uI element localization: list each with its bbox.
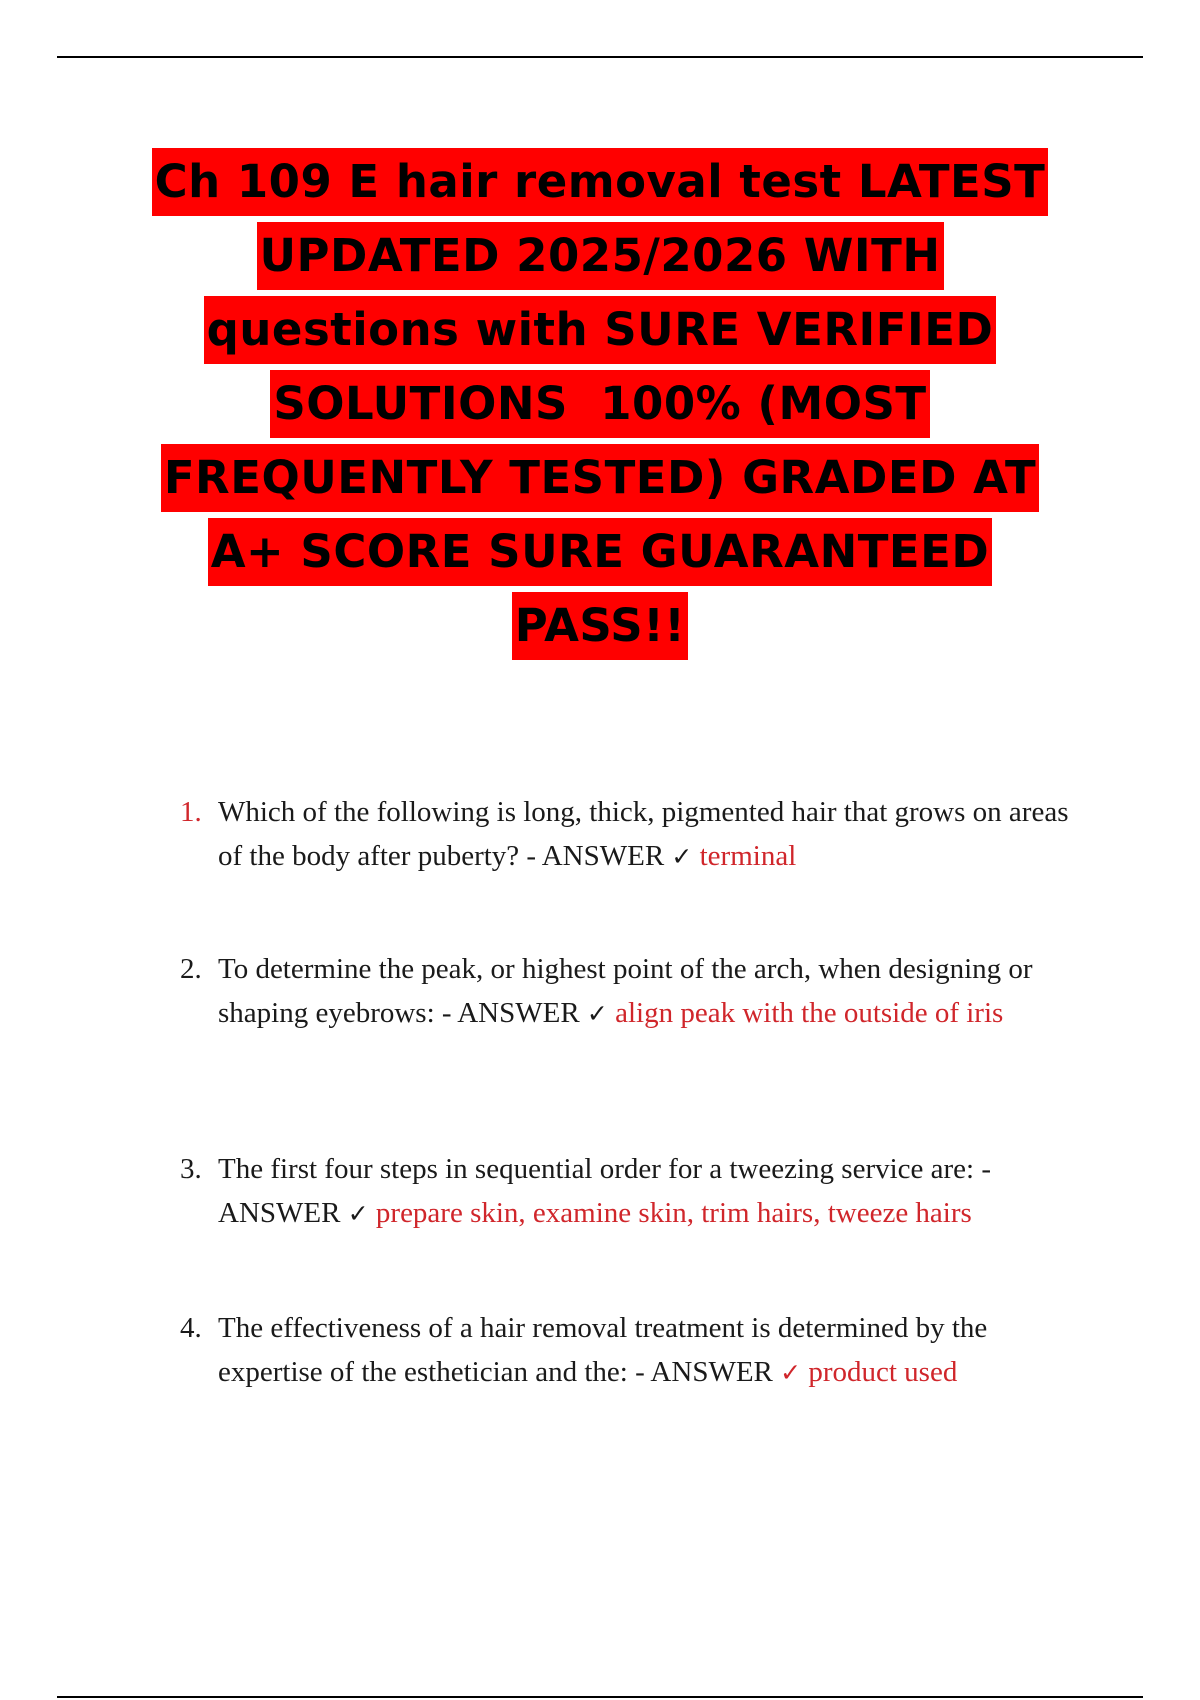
question-number: 1. (180, 796, 202, 828)
question-text: To determine the peak, or highest point of the arch, when designing or shaping eyebrows: (218, 953, 1033, 1029)
top-rule (57, 56, 1143, 58)
answer-text: align peak with the outside of iris (615, 997, 1004, 1029)
question-number: 3. (180, 1153, 202, 1185)
answer-text: product used (808, 1356, 958, 1388)
question-text: The first four steps in sequential order for a tweezing service are: (218, 1153, 975, 1185)
checkmark-icon: ✓ (347, 1199, 369, 1228)
document-title (100, 145, 1100, 663)
question-text: Which of the following is long, thick, pigmented hair that grows on areas of the body after puberty? (218, 796, 1069, 872)
checkmark-icon: ✓ (671, 842, 693, 871)
answer-text: prepare skin, examine skin, trim hairs, tweeze hairs (375, 1197, 972, 1229)
bottom-rule (57, 1696, 1143, 1698)
answer-marker: - ANSWER (635, 1356, 773, 1388)
checkmark-icon: ✓ (780, 1358, 802, 1387)
answer-marker: - ANSWER (218, 1153, 992, 1229)
question-item-1 (180, 790, 1080, 879)
question-item-3 (180, 1147, 1080, 1236)
question-body (218, 1147, 1080, 1236)
title-line-7: PASS!! (512, 592, 689, 660)
title-line-1: Ch 109 E hair removal test LATEST (152, 148, 1049, 216)
answer-marker: - ANSWER (526, 840, 665, 872)
title-line-6: A+ SCORE SURE GUARANTEED (208, 518, 993, 586)
question-number: 2. (180, 953, 202, 985)
title-line-5: FREQUENTLY TESTED) GRADED AT (161, 444, 1039, 512)
question-text: The effectiveness of a hair removal treatment is determined by the expertise of the esthetician and the: (218, 1312, 988, 1388)
question-body (218, 790, 1080, 879)
question-number: 4. (180, 1312, 202, 1344)
question-body (218, 1306, 1080, 1395)
answer-text: terminal (699, 840, 797, 872)
question-item-2 (180, 947, 1080, 1036)
title-line-4: SOLUTIONS 100% (MOST (270, 370, 929, 438)
answer-marker: - ANSWER (441, 997, 580, 1029)
checkmark-icon: ✓ (586, 999, 608, 1028)
title-line-3: questions with SURE VERIFIED (204, 296, 997, 364)
question-body (218, 947, 1080, 1036)
question-item-4 (180, 1306, 1080, 1395)
title-line-2: UPDATED 2025/2026 WITH (257, 222, 944, 290)
